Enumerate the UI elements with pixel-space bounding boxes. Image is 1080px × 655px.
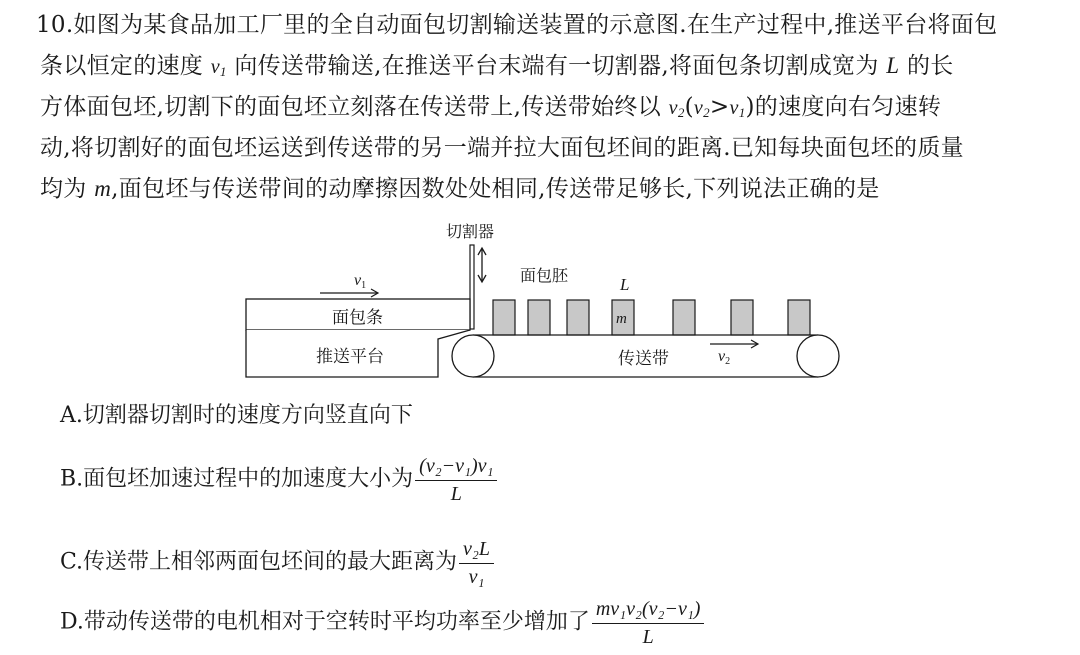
v1-label: v1 <box>354 272 367 291</box>
question-line-4: 动,将切割好的面包坯运送到传送带的另一端并拉大面包坯间的距离.已知每块面包坯的质量 <box>40 135 964 161</box>
question-line-2: 条以恒定的速度 v1 向传送带输送,在推送平台末端有一切割器,将面包条切割成宽为 L 的长 <box>40 53 954 79</box>
bread-blanks <box>493 300 810 335</box>
question-line-1: 10.如图为某食品加工厂里的全自动面包切割输送装置的示意图.在生产过程中,推送平台将面包 <box>36 12 998 38</box>
option-b[interactable]: B.面包坯加速过程中的加速度大小为 $\frac{\text{(v₂−v₁)v₁}}{L}$ <box>60 452 497 507</box>
L-label: L <box>620 275 630 294</box>
symbol-v1: v1 <box>210 56 227 79</box>
option-a[interactable]: A.切割器切割时的速度方向竖直向下 <box>60 403 413 428</box>
bread-blank <box>673 300 695 335</box>
bread-cutting-conveyor-diagram <box>240 215 840 385</box>
bread-blank-label: 面包胚 <box>520 268 569 285</box>
conveyor-left-roller <box>452 335 494 377</box>
conveyor-right-roller <box>797 335 839 377</box>
question-line-5: 均为 m,面包坯与传送带间的动摩擦因数处处相同,传送带足够长,下列说法正确的是 <box>40 176 880 202</box>
bread-blank <box>493 300 515 335</box>
question-line-3: 方体面包坯,切割下的面包坯立刻落在传送带上,传送带始终以 v2(v2>v1)的速度向右匀速转 <box>40 94 942 120</box>
cutter-motion-arrow <box>478 248 486 282</box>
push-platform-label: 推送平台 <box>316 347 384 366</box>
v1-arrow <box>320 289 378 297</box>
symbol-v2: v2 <box>668 97 685 120</box>
bread-blank <box>788 300 810 335</box>
bread-blank <box>528 300 550 335</box>
cutter-label: 切割器 <box>446 224 495 241</box>
question-number: 10. <box>36 12 74 38</box>
bread-blank <box>567 300 589 335</box>
bread-blank <box>731 300 753 335</box>
option-c[interactable]: C.传送带上相邻两面包坯间的最大距离为 $\frac{\text{v₂L}}{\text{v₁}}$ <box>60 535 494 590</box>
v2-arrow <box>710 340 758 348</box>
bread-strip-label: 面包条 <box>332 308 383 327</box>
option-b-fraction: $\frac{\text{(v₂−v₁)v₁}}{L}$ <box>415 452 497 507</box>
option-d[interactable]: D.带动传送带的电机相对于空转时平均功率至少增加了 $\frac{\text{mv₁v₂(v₂−v₁)}}{L}$ <box>60 595 704 650</box>
conveyor-label: 传送带 <box>618 349 669 368</box>
symbol-m: m <box>94 176 112 201</box>
v2-label: v2 <box>718 348 731 367</box>
symbol-L: L <box>886 53 900 78</box>
m-label: m <box>616 311 627 327</box>
option-d-fraction: $\frac{\text{mv₁v₂(v₂−v₁)}}{L}$ <box>592 595 705 650</box>
option-c-fraction: $\frac{\text{v₂L}}{\text{v₁}}$ <box>459 535 494 590</box>
